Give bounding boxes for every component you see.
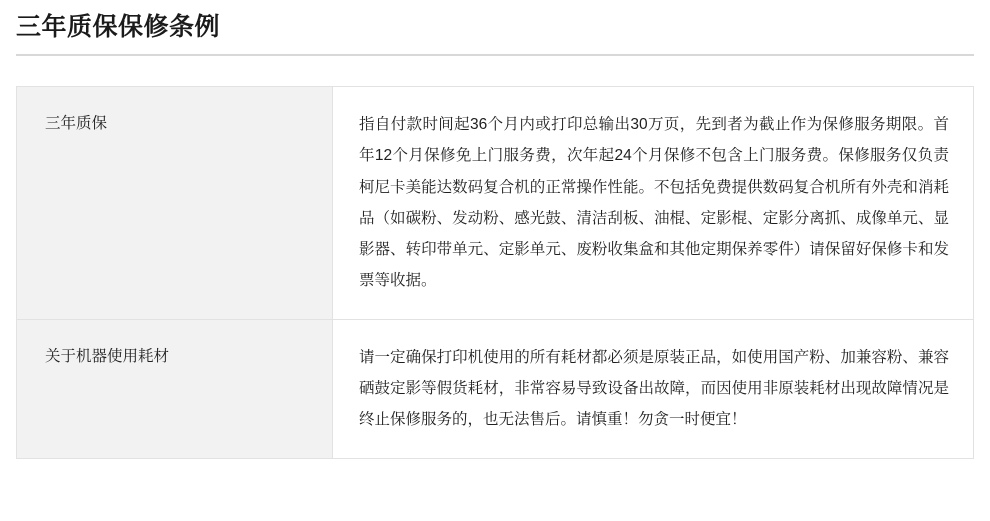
row-body-three-year-warranty: 指自付款时间起36个月内或打印总输出30万页，先到者为截止作为保修服务期限。首年12个月保修免上门服务费，次年起24个月保修不包含上门服务费。保修服务仅负责柯尼卡美能达数码复合机的正常操作性能。不包括免费提供数码复合机所有外壳和消耗品（如碳粉、发动粉、感光鼓、清洁刮板、油棍、定影棍、定影分离抓、成像单元、显影器、转印带单元、定影单元、废粉收集盒和其他定期保养零件）请保留好保修卡和发票等收据。	[333, 87, 974, 320]
row-body-consumables: 请一定确保打印机使用的所有耗材都必须是原装正品，如使用国产粉、加兼容粉、兼容硒鼓定影等假货耗材，非常容易导致设备出故障，而因使用非原装耗材出现故障情况是终止保修服务的，也无法售后。请慎重！勿贪一时便宜！	[333, 319, 974, 458]
warranty-terms-table	[16, 86, 974, 459]
title-divider	[16, 54, 974, 56]
page-title: 三年质保保修条例	[16, 13, 221, 41]
row-label-three-year-warranty: 三年质保	[17, 87, 333, 320]
row-label-consumables: 关于机器使用耗材	[17, 319, 333, 458]
table-row	[17, 319, 974, 458]
table-row	[17, 87, 974, 320]
